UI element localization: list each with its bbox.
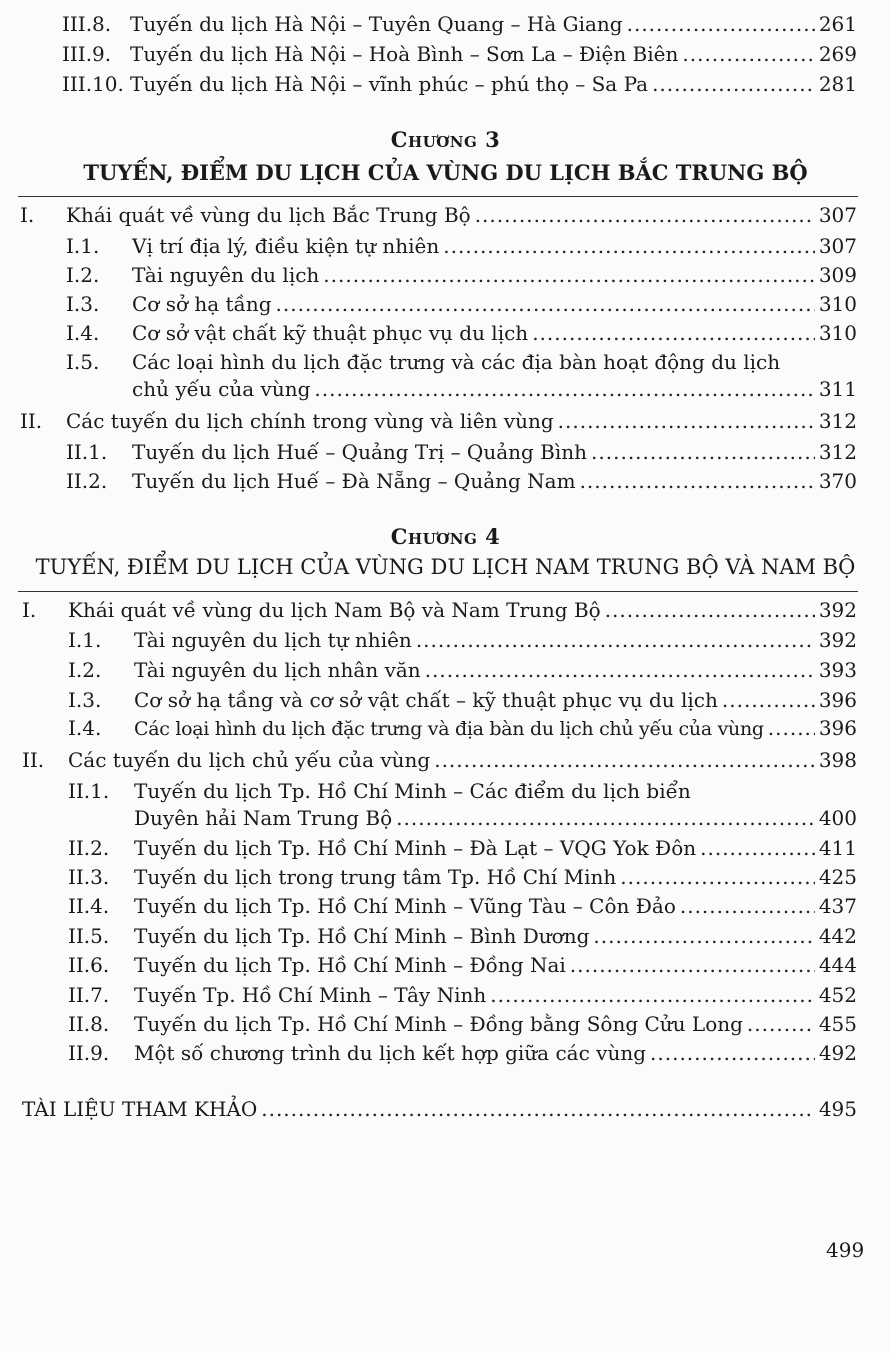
toc-entry-title: Tuyến du lịch Hà Nội – vĩnh phúc – phú thọ – Sa Pa: [130, 72, 649, 96]
toc-entry-title: Các tuyến du lịch chính trong vùng và liên vùng: [66, 409, 554, 433]
toc-entry-page: 425: [818, 865, 857, 889]
toc-entry-number: II.: [22, 748, 45, 772]
toc-entry-page: 400: [818, 806, 857, 830]
toc-entry-page: 261: [818, 12, 857, 36]
toc-entry-number: II.2.: [66, 469, 108, 493]
toc-entry-number: II.7.: [68, 983, 110, 1007]
page-number: 499: [826, 1238, 865, 1262]
section-divider: [18, 591, 858, 592]
toc-entry-number: II.1.: [66, 440, 108, 464]
toc-entry-number: I.4.: [66, 321, 100, 345]
chapter-4-title: TUYẾN, ĐIỂM DU LỊCH CỦA VÙNG DU LỊCH NAM TRUNG BỘ VÀ NAM BỘ: [35, 555, 856, 579]
toc-entry-page: 307: [818, 234, 857, 258]
references-title: TÀI LIỆU THAM KHẢO: [22, 1097, 258, 1121]
toc-entry-number: III.10.: [62, 72, 124, 96]
toc-entry-title: Tuyến du lịch trong trung tâm Tp. Hồ Chí Minh: [134, 865, 617, 889]
toc-entry: [68, 779, 857, 803]
toc-entry-page: 437: [818, 894, 857, 918]
toc-entry-title: Tuyến Tp. Hồ Chí Minh – Tây Ninh: [134, 983, 487, 1007]
toc-entry-title-continuation: chủ yếu của vùng: [132, 377, 311, 401]
toc-entry-title: Tuyến du lịch Huế – Quảng Trị – Quảng Bình: [132, 440, 588, 464]
toc-entry: [66, 321, 857, 345]
toc-entry-number: II.6.: [68, 953, 110, 977]
toc-entry-page: 307: [818, 203, 857, 227]
toc-entry-page: 312: [818, 409, 857, 433]
toc-entry-title: Tài nguyên du lịch: [132, 263, 320, 287]
toc-entry-title: Tài nguyên du lịch nhân văn: [134, 658, 421, 682]
toc-entry-page: 398: [818, 748, 857, 772]
toc-entry: [62, 72, 857, 96]
toc-entry-page: 442: [818, 924, 857, 948]
toc-entry-number: I.2.: [66, 263, 100, 287]
toc-entry-number: III.9.: [62, 42, 112, 66]
toc-entry-title: Vị trí địa lý, điều kiện tự nhiên: [132, 234, 440, 258]
toc-entry: [68, 865, 857, 889]
toc-section: [22, 748, 857, 772]
toc-references: [22, 1097, 857, 1121]
toc-entry-page: 370: [818, 469, 857, 493]
toc-entry: [68, 1041, 857, 1065]
toc-entry: [68, 983, 857, 1007]
toc-entry-title: Tuyến du lịch Tp. Hồ Chí Minh – Đồng Nai: [134, 953, 566, 977]
toc-entry-page: 269: [818, 42, 857, 66]
toc-entry-title: Tuyến du lịch Tp. Hồ Chí Minh – Vũng Tàu – Côn Đảo: [134, 894, 676, 918]
toc-entry-title: Các tuyến du lịch chủ yếu của vùng: [68, 748, 431, 772]
toc-entry: [66, 469, 857, 493]
toc-entry-number: I.2.: [68, 658, 102, 682]
toc-entry: [66, 263, 857, 287]
toc-entry-number: II.3.: [68, 865, 110, 889]
toc-entry-page: 281: [818, 72, 857, 96]
toc-entry-page: 452: [818, 983, 857, 1007]
toc-entry-page: 492: [818, 1041, 857, 1065]
toc-entry-number: II.1.: [68, 779, 110, 803]
toc-entry-page: 455: [818, 1012, 857, 1036]
toc-entry: [66, 350, 857, 374]
toc-entry: [66, 292, 857, 316]
toc-entry-continuation: [134, 806, 857, 830]
toc-entry-title: Các loại hình du lịch đặc trưng và địa bàn du lịch chủ yếu của vùng: [134, 718, 764, 740]
toc-entry: [68, 894, 857, 918]
toc-entry-title: Tuyến du lịch Hà Nội – Hoà Bình – Sơn La – Điện Biên: [130, 42, 679, 66]
toc-entry: [62, 12, 857, 36]
toc-entry: [68, 953, 857, 977]
references-page: 495: [818, 1097, 857, 1121]
toc-entry-page: 310: [818, 321, 857, 345]
toc-entry-number: III.8.: [62, 12, 112, 36]
section-divider: [18, 196, 858, 197]
toc-entry-page: 393: [818, 658, 857, 682]
toc-entry-number: I.1.: [68, 628, 102, 652]
toc-entry-number: I.3.: [68, 688, 102, 712]
toc-entry-title: Cơ sở hạ tầng và cơ sở vật chất – kỹ thuật phục vụ du lịch: [134, 688, 718, 712]
toc-entry-page: 411: [818, 836, 857, 860]
toc-section: [20, 409, 857, 433]
toc-entry-number: II.9.: [68, 1041, 110, 1065]
toc-entry-title: Tuyến du lịch Tp. Hồ Chí Minh – Các điểm du lịch biển: [134, 779, 691, 803]
toc-section: [20, 203, 857, 227]
toc-entry-number: II.8.: [68, 1012, 110, 1036]
toc-entry: [62, 42, 857, 66]
toc-entry-title: Các loại hình du lịch đặc trưng và các địa bàn hoạt động du lịch: [132, 350, 781, 374]
toc-entry-title-continuation: Duyên hải Nam Trung Bộ: [134, 806, 393, 830]
toc-entry-page: 392: [818, 628, 857, 652]
toc-entry-title: Tuyến du lịch Huế – Đà Nẵng – Quảng Nam: [132, 469, 576, 493]
toc-section: [22, 598, 857, 622]
toc-entry-title: Cơ sở vật chất kỹ thuật phục vụ du lịch: [132, 321, 529, 345]
toc-entry-page: 396: [818, 716, 857, 740]
chapter-3-label: Chương 3: [390, 127, 501, 152]
toc-entry-page: 396: [818, 688, 857, 712]
toc-entry-title: Tài nguyên du lịch tự nhiên: [134, 628, 412, 652]
toc-entry-number: I.: [20, 203, 35, 227]
toc-entry-number: I.: [22, 598, 37, 622]
toc-entry-number: I.1.: [66, 234, 100, 258]
toc-entry-title: Cơ sở hạ tầng: [132, 292, 272, 316]
toc-entry-number: I.5.: [66, 350, 100, 374]
toc-entry-page: 311: [818, 377, 857, 401]
toc-entry: [68, 836, 857, 860]
toc-entry-title: Khái quát về vùng du lịch Nam Bộ và Nam Trung Bộ: [68, 598, 601, 622]
toc-entry: [68, 658, 857, 682]
toc-entry-number: II.: [20, 409, 43, 433]
toc-entry: [68, 924, 857, 948]
toc-entry-title: Một số chương trình du lịch kết hợp giữa các vùng: [134, 1041, 647, 1065]
toc-entry-title: Tuyến du lịch Hà Nội – Tuyên Quang – Hà Giang: [130, 12, 623, 36]
toc-entry-number: I.4.: [68, 716, 102, 740]
toc-entry: [66, 440, 857, 464]
toc-entry-number: II.4.: [68, 894, 110, 918]
toc-entry-page: 392: [818, 598, 857, 622]
toc-entry: [68, 1012, 857, 1036]
toc-entry: [68, 628, 857, 652]
toc-entry-number: II.5.: [68, 924, 110, 948]
toc-entry-number: II.2.: [68, 836, 110, 860]
toc-entry-page: 309: [818, 263, 857, 287]
toc-entry: [66, 234, 857, 258]
toc-entry-page: 444: [818, 953, 857, 977]
toc-entry-page: 312: [818, 440, 857, 464]
chapter-3-title: TUYẾN, ĐIỂM DU LỊCH CỦA VÙNG DU LỊCH BẮC TRUNG BỘ: [83, 160, 808, 185]
toc-entry-title: Khái quát về vùng du lịch Bắc Trung Bộ: [66, 203, 471, 227]
toc-entry-title: Tuyến du lịch Tp. Hồ Chí Minh – Bình Dương: [134, 924, 590, 948]
chapter-4-label: Chương 4: [390, 524, 501, 549]
toc-entry-title: Tuyến du lịch Tp. Hồ Chí Minh – Đà Lạt – VQG Yok Đôn: [134, 836, 697, 860]
toc-entry-page: 310: [818, 292, 857, 316]
toc-entry: [68, 716, 857, 741]
toc-entry-continuation: [132, 377, 857, 401]
toc-entry-number: I.3.: [66, 292, 100, 316]
toc-entry-title: Tuyến du lịch Tp. Hồ Chí Minh – Đồng bằng Sông Cửu Long: [134, 1012, 743, 1036]
toc-entry: [68, 688, 857, 712]
